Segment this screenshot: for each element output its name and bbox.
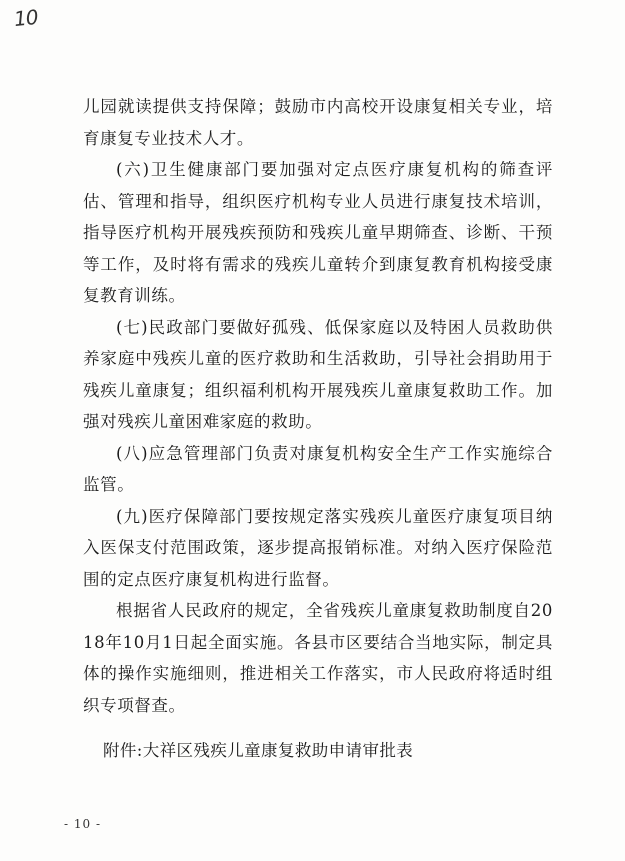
paragraph-medical-security: (九)医疗保障部门要按规定落实残疾儿童医疗康复项目纳入医保支付范围政策，逐步提高报销标准。对纳入医疗保险范围的定点医疗康复机构进行监督。 — [83, 506, 553, 589]
paragraph-emergency-management: (八)应急管理部门负责对康复机构安全生产工作实施综合监管。 — [83, 443, 553, 494]
paragraph-civil-affairs: (七)民政部门要做好孤残、低保家庭以及特困人员救助供养家庭中残疾儿童的医疗救助和生活救助，引导社会捐助用于残疾儿童康复；组织福利机构开展残疾儿童康复救助工作。加强对残疾儿童困难家庭的救助。 — [83, 317, 553, 431]
handwritten-page-mark: 10 — [12, 4, 39, 32]
page-number: - 10 - — [64, 817, 102, 831]
paragraph-health-department: (六)卫生健康部门要加强对定点医疗康复机构的筛查评估、管理和指导，组织医疗机构专业人员进行康复技术培训，指导医疗机构开展残疾预防和残疾儿童早期筛查、诊断、干预等工作，及时将有需求的残疾儿童转介到康复教育机构接受康复教育训练。 — [83, 160, 553, 305]
document-body — [83, 91, 553, 721]
paragraph-continuation: 儿园就读提供支持保障；鼓励市内高校开设康复相关专业，培育康复专业技术人才。 — [83, 97, 553, 148]
paragraph-implementation: 根据省人民政府的规定，全省残疾儿童康复救助制度自2018年10月1日起全面实施。各县市区要结合当地实际，制定具体的操作实施细则，推进相关工作落实，市人民政府将适时组织专项督查。 — [83, 601, 553, 715]
attachment-line: 附件:大祥区残疾儿童康复救助申请审批表 — [103, 741, 414, 760]
